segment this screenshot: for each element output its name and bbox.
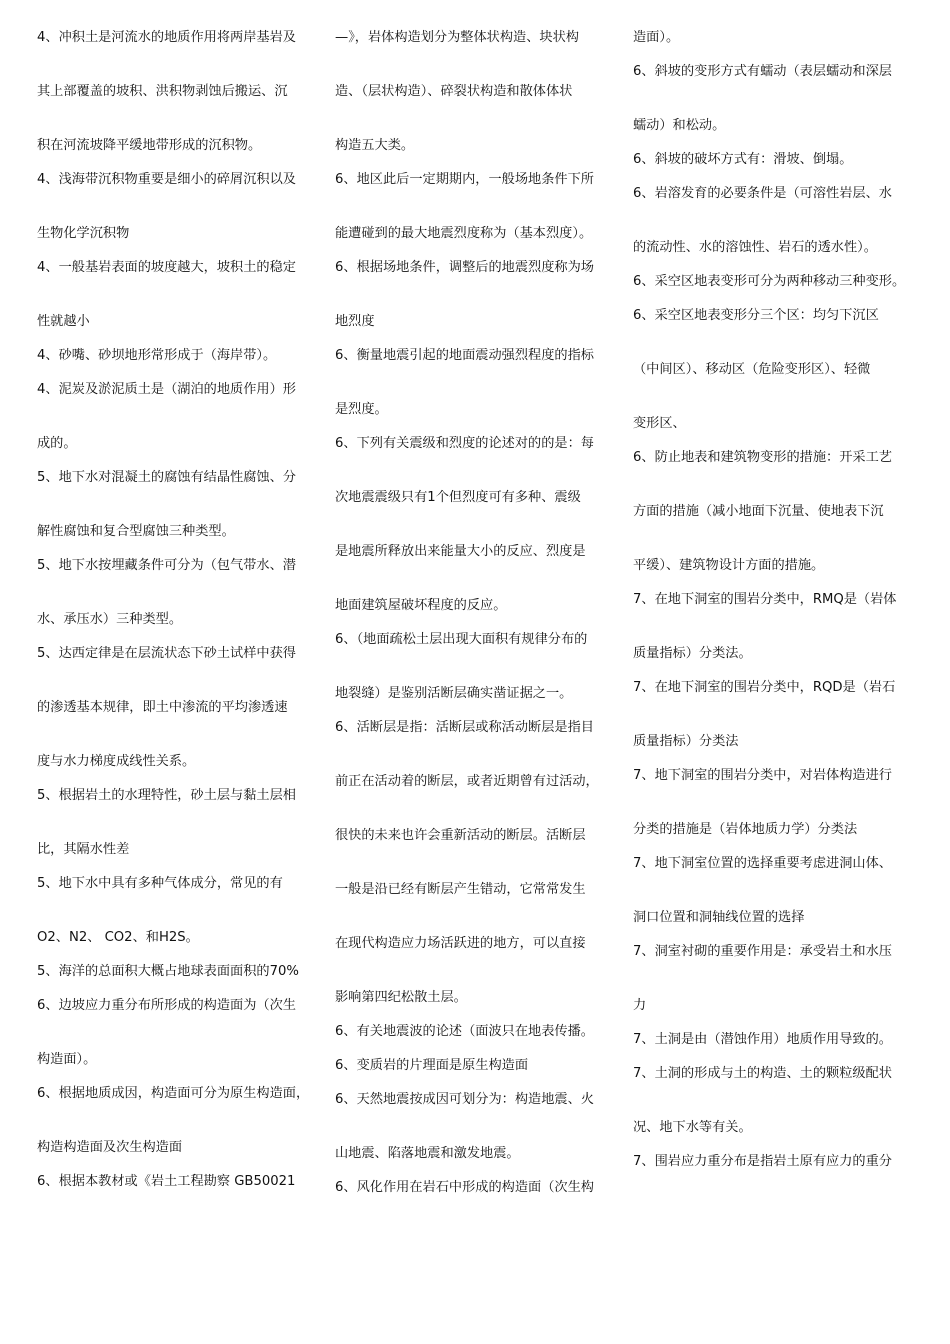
text-line: 7、土洞是由（潜蚀作用）地质作用导致的。 [633,1032,892,1047]
text-line: 很快的未来也许会重新活动的断层。活断层 [335,828,586,843]
text-line: 6、根据地质成因，构造面可分为原生构造面， [37,1086,310,1101]
text-line: 4、砂嘴、砂坝地形常形成于（海岸带）。 [37,348,277,363]
text-line: 况、地下水等有关。 [633,1120,752,1135]
text-column-left [37,26,325,1194]
text-line: O2、N2、 CO2、和H2S。 [37,930,199,945]
text-line: 6、采空区地表变形分三个区：均匀下沉区 [633,308,879,323]
text-line: 6、下列有关震级和烈度的论述对的的是：每 [335,436,594,451]
text-line: 5、根据岩土的水理特性，砂土层与黏土层相 [37,788,296,803]
text-line: 地烈度 [335,314,375,329]
text-line: 6、变质岩的片理面是原生构造面 [335,1058,529,1073]
text-line: 7、地下洞室的围岩分类中，对岩体构造进行 [633,768,892,783]
text-line: 6、根据本教材或《岩土工程勘察 GB50021 [37,1174,296,1189]
text-line: 7、地下洞室位置的选择重要考虑进洞山体、 [633,856,892,871]
text-line: 6、活断层是指：活断层或称活动断层是指目 [335,720,594,735]
text-line: 4、一般基岩表面的坡度越大，坡积土的稳定 [37,260,296,275]
text-line: 6、根据场地条件，调整后的地震烈度称为场 [335,260,594,275]
text-line: 7、围岩应力重分布是指岩土原有应力的重分 [633,1154,892,1169]
text-column-right [633,26,925,1174]
text-line: 6、风化作用在岩石中形成的构造面（次生构 [335,1180,594,1195]
text-line: 是地震所释放出来能量大小的反应、烈度是 [335,544,586,559]
text-line: 6、边坡应力重分布所形成的构造面为（次生 [37,998,296,1013]
text-line: 6、（地面疏松土层出现大面积有规律分布的 [335,632,588,647]
text-line: 5、地下水中具有多种气体成分，常见的有 [37,876,283,891]
text-line: 造、（层状构造）、碎裂状构造和散体体状 [335,84,573,99]
text-line: 6、衡量地震引起的地面震动强烈程度的指标 [335,348,594,363]
text-line: 变形区、 [633,416,686,431]
text-line: 质量指标）分类法 [633,734,739,749]
text-line: 7、在地下洞室的围岩分类中，RMQ是（岩体 [633,592,897,607]
text-line: 前正在活动着的断层，或者近期曾有过活动， [335,774,599,789]
text-line: 一般是沿已经有断层产生错动，它常常发生 [335,882,586,897]
text-line: 6、有关地震波的论述（面波只在地表传播。 [335,1024,594,1039]
text-line: 地面建筑屋破坏程度的反应。 [335,598,507,613]
text-line: 6、地区此后一定期期内，一般场地条件下所 [335,172,594,187]
text-line: 次地震震级只有1个但烈度可有多种、震级 [335,490,581,505]
text-line: 平缓）、建筑物设计方面的措施。 [633,558,825,573]
text-line: 积在河流坡降平缓地带形成的沉积物。 [37,138,262,153]
text-line: 山地震、陷落地震和激发地震。 [335,1146,520,1161]
text-line: 其上部覆盖的坡积、洪积物剥蚀后搬运、沉 [37,84,288,99]
text-line: 蠕动）和松动。 [633,118,726,133]
text-line: 度与水力梯度成线性关系。 [37,754,196,769]
text-line: 质量指标）分类法。 [633,646,752,661]
text-line: 6、采空区地表变形可分为两种移动三种变形。 [633,274,906,289]
text-line: 方面的措施（减小地面下沉量、使地表下沉 [633,504,884,519]
text-line: 6、斜坡的破坏方式有：滑坡、倒塌。 [633,152,853,167]
text-line: 的流动性、水的溶蚀性、岩石的透水性）。 [633,240,877,255]
text-line: 7、在地下洞室的围岩分类中，RQD是（岩石 [633,680,896,695]
text-line: 6、天然地震按成因可划分为：构造地震、火 [335,1092,594,1107]
text-line: 4、浅海带沉积物重要是细小的碎屑沉积以及 [37,172,296,187]
text-line: 生物化学沉积物 [37,226,130,241]
text-line: 是烈度。 [335,402,388,417]
text-line: 影响第四纪松散土层。 [335,990,467,1005]
text-line: 在现代构造应力场活跃进的地方，可以直接 [335,936,586,951]
text-line: 5、达西定律是在层流状态下砂土试样中获得 [37,646,296,661]
text-line: 洞口位置和洞轴线位置的选择 [633,910,805,925]
text-line: 构造面）。 [37,1052,97,1067]
text-line: 6、防止地表和建筑物变形的措施：开采工艺 [633,450,892,465]
text-line: 5、地下水对混凝土的腐蚀有结晶性腐蚀、分 [37,470,296,485]
text-line: 力 [633,998,647,1013]
text-line: （中间区）、移动区（危险变形区）、轻微 [633,362,871,377]
text-line: 5、地下水按埋藏条件可分为（包气带水、潜 [37,558,296,573]
text-line: 构造五大类。 [335,138,415,153]
text-line: 6、岩溶发育的必要条件是（可溶性岩层、水 [633,186,892,201]
text-line: 7、土洞的形成与土的构造、土的颗粒级配状 [633,1066,892,1081]
text-line: 7、洞室衬砌的重要作用是：承受岩土和水压 [633,944,892,959]
text-line: 4、泥炭及淤泥质土是（湖泊的地质作用）形 [37,382,296,397]
text-line: 成的。 [37,436,77,451]
text-line: 水、承压水）三种类型。 [37,612,183,627]
text-line: 比，其隔水性差 [37,842,130,857]
text-line: 分类的措施是（岩体地质力学）分类法 [633,822,858,837]
text-line: 地裂缝）是鉴别活断层确实凿证据之一。 [335,686,573,701]
text-line: 解性腐蚀和复合型腐蚀三种类型。 [37,524,235,539]
text-line: —》，岩体构造划分为整体状构造、块状构 [335,30,579,45]
text-line: 构造构造面及次生构造面 [37,1140,183,1155]
text-line: 造面）。 [633,30,680,45]
text-line: 能遭碰到的最大地震烈度称为（基本烈度）。 [335,226,593,241]
text-line: 性就越小 [37,314,90,329]
text-column-middle [335,26,623,1200]
text-line: 的渗透基本规律，即土中渗流的平均渗透速 [37,700,288,715]
text-line: 4、冲积土是河流水的地质作用将两岸基岩及 [37,30,296,45]
text-line: 5、海洋的总面积大概占地球表面面积的70% [37,964,299,979]
text-line: 6、斜坡的变形方式有蠕动（表层蠕动和深层 [633,64,892,79]
